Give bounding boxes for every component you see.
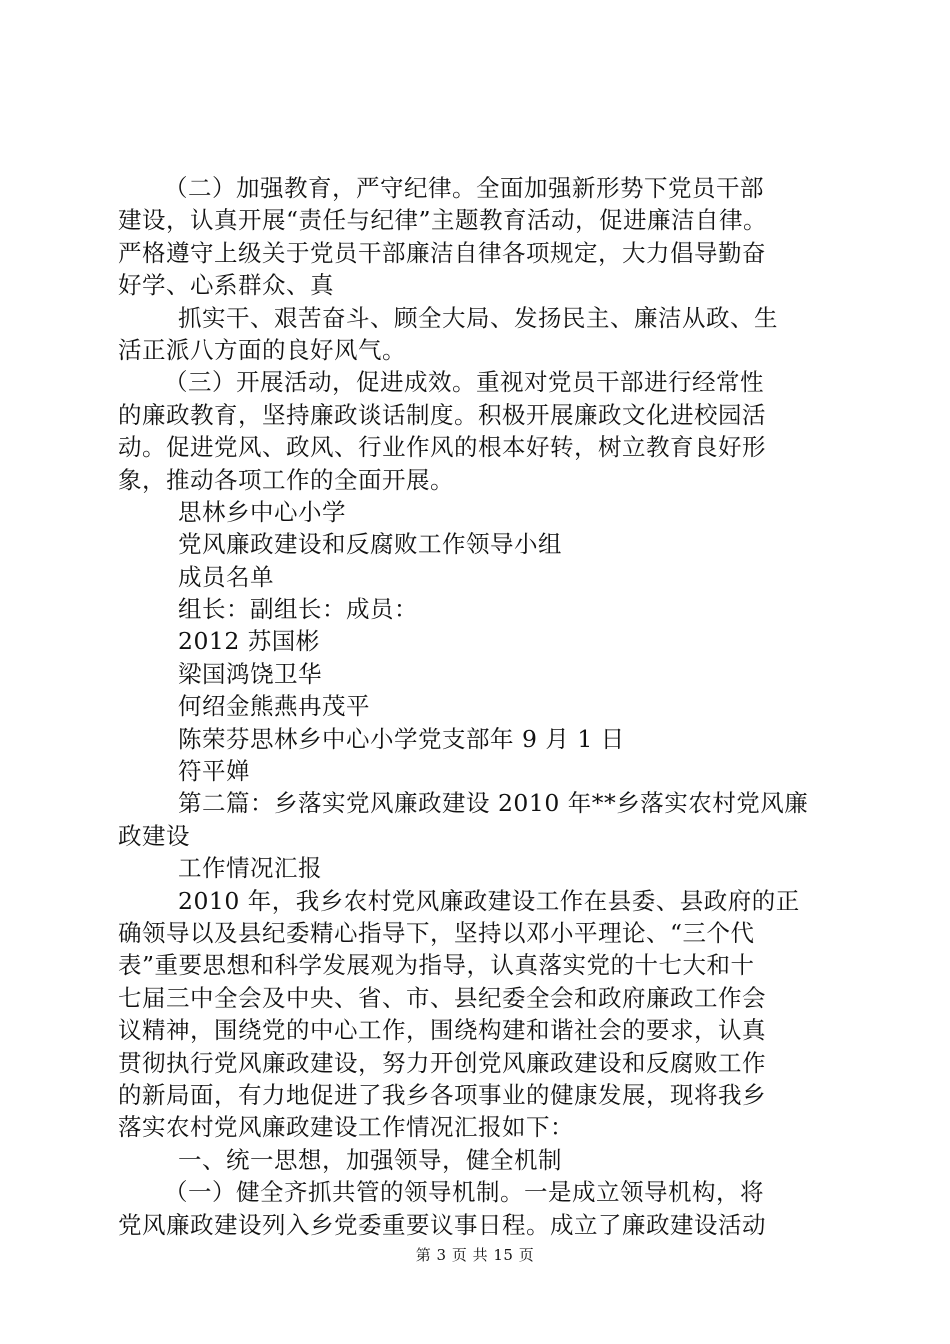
paragraph-line: 严格遵守上级关于党员干部廉洁自律各项规定，大力倡导勤奋	[118, 238, 766, 267]
paragraph-line: （三）开展活动，促进成效。重视对党员干部进行经常性	[164, 368, 764, 397]
section-heading: 一、统一思想，加强领导，健全机制	[178, 1145, 562, 1174]
section-heading: 政建设	[118, 821, 190, 850]
paragraph-line: 好学、心系群众、真	[118, 271, 334, 300]
paragraph-line: （二）加强教育，严守纪律。全面加强新形势下党员干部	[164, 174, 764, 202]
member-line: 符平婵	[178, 757, 250, 786]
member-roles: 组长：副组长：成员：	[178, 595, 418, 624]
paragraph-line: 议精神，围绕党的中心工作，围绕构建和谐社会的要求，认真	[118, 1016, 766, 1045]
paragraph-line: 抓实干、艰苦奋斗、顾全大局、发扬民主、廉洁从政、生	[178, 303, 778, 332]
document-body	[118, 172, 838, 1241]
member-line: 2012 苏国彬	[178, 627, 320, 656]
member-list-title: 成员名单	[178, 562, 274, 591]
paragraph-line: 2010 年，我乡农村党风廉政建设工作在县委、县政府的正	[178, 886, 800, 915]
page-number-footer: 第 3 页 共 15 页	[415, 1246, 535, 1264]
paragraph-line: 活正派八方面的良好风气。	[118, 335, 406, 364]
member-line: 梁国鸿饶卫华	[178, 659, 322, 688]
school-name: 思林乡中心小学	[178, 497, 346, 526]
section-heading: 第二篇：乡落实党风廉政建设 2010 年**乡落实农村党风廉	[178, 789, 809, 818]
paragraph-line: 确领导以及县纪委精心指导下，坚持以邓小平理论、“三个代	[118, 918, 755, 947]
paragraph-line: 党风廉政建设列入乡党委重要议事日程。成立了廉政建设活动	[118, 1210, 766, 1239]
report-title: 工作情况汇报	[178, 854, 322, 883]
paragraph-line: 贯彻执行党风廉政建设，努力开创党风廉政建设和反腐败工作	[118, 1048, 766, 1077]
paragraph-line: （一）健全齐抓共管的领导机制。一是成立领导机构，将	[164, 1178, 764, 1207]
group-title: 党风廉政建设和反腐败工作领导小组	[178, 530, 562, 559]
member-line: 何绍金熊燕冉茂平	[178, 692, 370, 721]
paragraph-line: 表”重要思想和科学发展观为指导，认真落实党的十七大和十	[118, 951, 755, 980]
paragraph-line: 落实农村党风廉政建设工作情况汇报如下：	[118, 1113, 574, 1142]
paragraph-line: 的廉政教育，坚持廉政谈话制度。积极开展廉政文化进校园活	[118, 400, 766, 429]
paragraph-line: 七届三中全会及中央、省、市、县纪委全会和政府廉政工作会	[118, 983, 766, 1012]
paragraph-line: 动。促进党风、政风、行业作风的根本好转，树立教育良好形	[118, 433, 766, 462]
paragraph-line: 的新局面，有力地促进了我乡各项事业的健康发展，现将我乡	[118, 1080, 766, 1109]
paragraph-line: 象，推动各项工作的全面开展。	[118, 465, 454, 494]
member-line: 陈荣芬思林乡中心小学党支部年 9 月 1 日	[178, 724, 625, 753]
paragraph-line: 建设，认真开展“责任与纪律”主题教育活动，促进廉洁自律。	[118, 206, 768, 235]
